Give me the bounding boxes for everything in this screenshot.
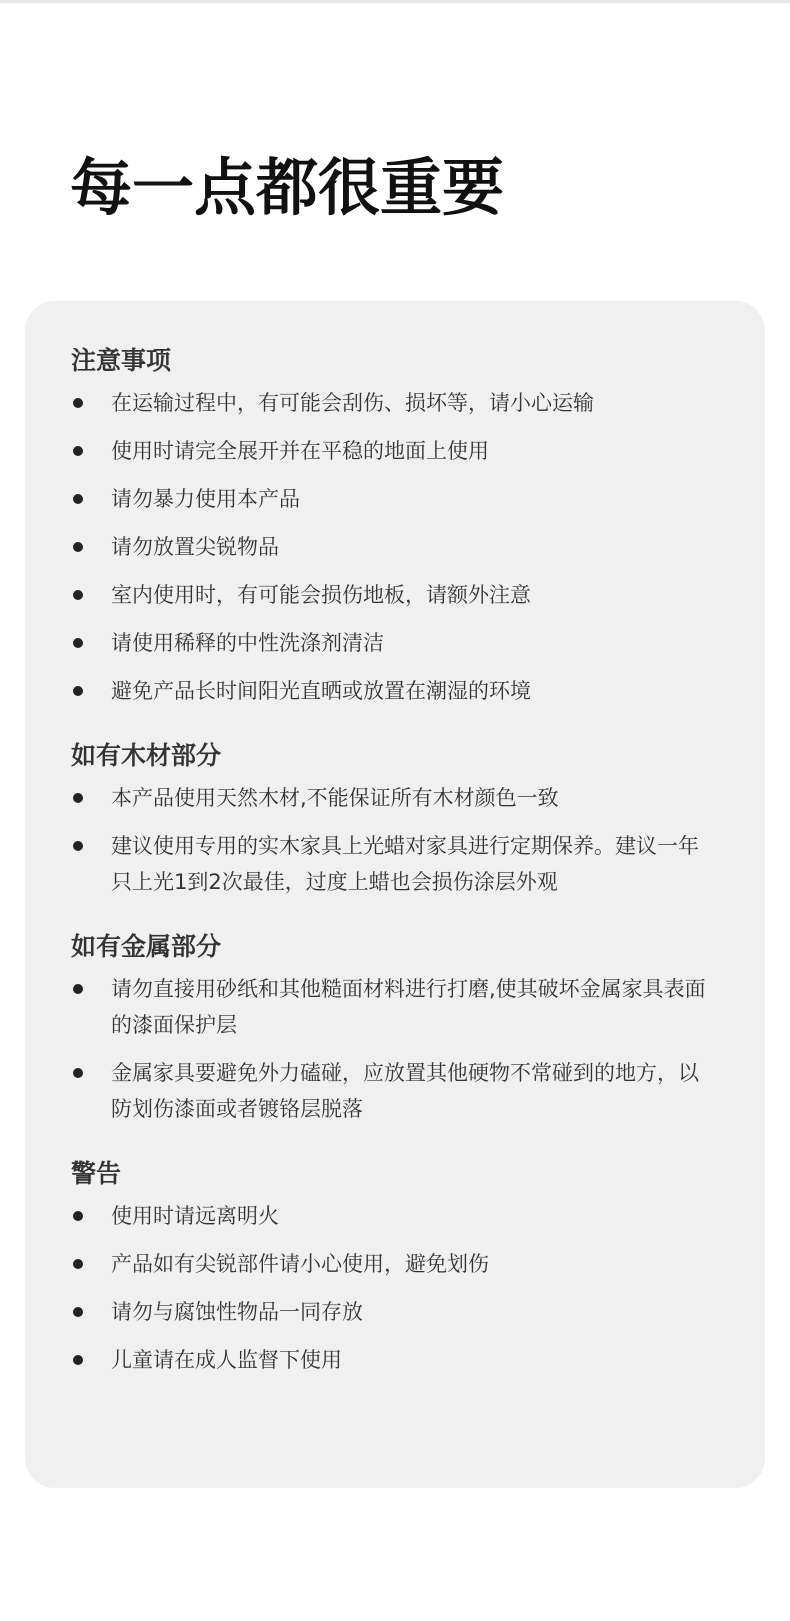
bullet-dot-icon: [73, 1307, 83, 1317]
precautions-list: [71, 385, 719, 709]
list-item: [71, 673, 719, 709]
list-item: [71, 433, 719, 469]
warning-list: [71, 1198, 719, 1378]
section-title: 注意事项: [71, 346, 172, 375]
bullet-dot-icon: [73, 590, 83, 600]
list-item: [71, 625, 719, 661]
bullet-dot-icon: [73, 1259, 83, 1269]
item-text: 使用时请远离明火: [111, 1204, 279, 1228]
item-text: 金属家具要避免外力磕碰，应放置其他硬物不常碰到的地方，以防划伤漆面或者镀铬层脱落: [111, 1061, 699, 1121]
bullet-dot-icon: [73, 494, 83, 504]
item-text: 儿童请在成人监督下使用: [111, 1348, 342, 1372]
item-text: 请勿直接用砂纸和其他糙面材料进行打磨,使其破坏金属家具表面的漆面保护层: [111, 977, 706, 1037]
section-title: 警告: [71, 1159, 122, 1188]
section-precautions: [71, 345, 719, 709]
bullet-dot-icon: [73, 1068, 83, 1078]
list-item: [71, 780, 719, 816]
section-wood: [71, 740, 719, 900]
list-item: [71, 481, 719, 517]
bullet-dot-icon: [73, 446, 83, 456]
item-text: 请使用稀释的中性洗涤剂清洁: [111, 631, 384, 655]
bullet-dot-icon: [73, 638, 83, 648]
bullet-dot-icon: [73, 793, 83, 803]
item-text: 请勿暴力使用本产品: [111, 487, 300, 511]
item-text: 产品如有尖锐部件请小心使用，避免划伤: [111, 1252, 489, 1276]
item-text: 请勿与腐蚀性物品一同存放: [111, 1300, 363, 1324]
item-text: 在运输过程中，有可能会刮伤、损坏等，请小心运输: [111, 391, 594, 415]
bullet-dot-icon: [73, 841, 83, 851]
list-item: [71, 385, 719, 421]
list-item: [71, 1246, 719, 1282]
section-metal: [71, 931, 719, 1127]
list-item: [71, 828, 719, 900]
bullet-dot-icon: [73, 542, 83, 552]
top-divider: [0, 0, 790, 3]
list-item: [71, 577, 719, 613]
bullet-dot-icon: [73, 1211, 83, 1221]
bullet-dot-icon: [73, 984, 83, 994]
item-text: 避免产品长时间阳光直晒或放置在潮湿的环境: [111, 679, 531, 703]
bullet-dot-icon: [73, 686, 83, 696]
list-item: [71, 529, 719, 565]
bullet-dot-icon: [73, 1355, 83, 1365]
page-title: 每一点都很重要: [70, 151, 505, 224]
bullet-dot-icon: [73, 398, 83, 408]
list-item: [71, 1294, 719, 1330]
list-item: [71, 971, 719, 1043]
list-item: [71, 1055, 719, 1127]
section-warning: [71, 1158, 719, 1378]
item-text: 建议使用专用的实木家具上光蜡对家具进行定期保养。建议一年只上光1到2次最佳，过度上蜡也会损伤涂层外观: [111, 834, 699, 894]
list-item: [71, 1342, 719, 1378]
section-title: 如有木材部分: [71, 741, 222, 770]
section-title: 如有金属部分: [71, 932, 222, 961]
item-text: 使用时请完全展开并在平稳的地面上使用: [111, 439, 489, 463]
list-item: [71, 1198, 719, 1234]
metal-list: [71, 971, 719, 1127]
item-text: 室内使用时，有可能会损伤地板，请额外注意: [111, 583, 531, 607]
notice-card: [25, 301, 765, 1488]
wood-list: [71, 780, 719, 900]
item-text: 请勿放置尖锐物品: [111, 535, 279, 559]
item-text: 本产品使用天然木材,不能保证所有木材颜色一致: [111, 786, 559, 810]
